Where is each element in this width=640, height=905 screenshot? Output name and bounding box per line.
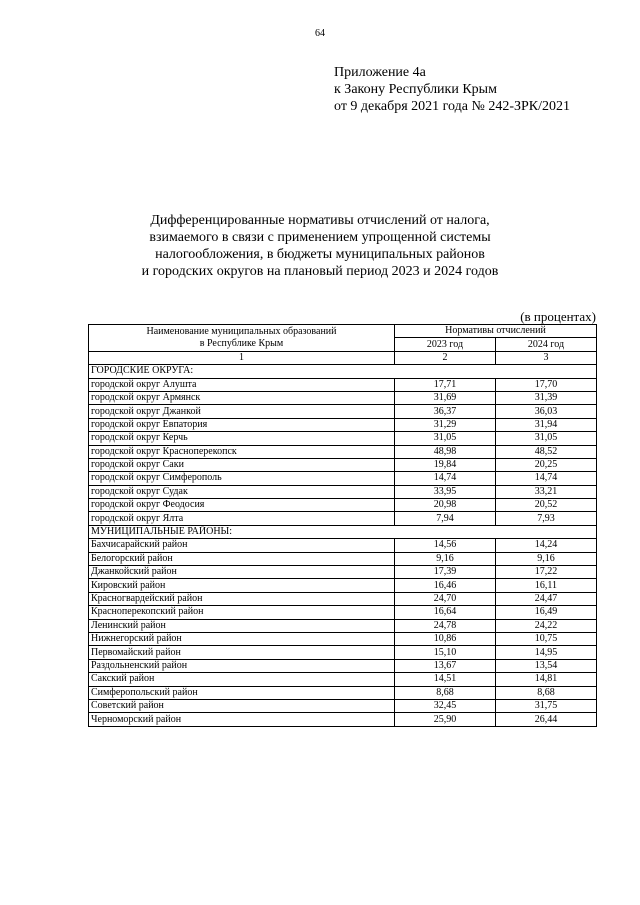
value-2024: 17,22: [496, 566, 597, 579]
column-number: 2: [395, 351, 496, 364]
table-row: [89, 659, 597, 672]
municipality-name: Красноперекопский район: [89, 606, 395, 619]
value-2024: 31,05: [496, 432, 597, 445]
table-row: [89, 713, 597, 726]
municipality-name: Черноморский район: [89, 713, 395, 726]
section-heading-districts: МУНИЦИПАЛЬНЫЕ РАЙОНЫ:: [89, 525, 597, 538]
value-2024: 8,68: [496, 686, 597, 699]
value-2024: 31,75: [496, 699, 597, 712]
value-2024: 31,39: [496, 391, 597, 404]
value-2024: 33,21: [496, 485, 597, 498]
table-row: [89, 673, 597, 686]
value-2023: 33,95: [395, 485, 496, 498]
municipality-name: Бахчисарайский район: [89, 539, 395, 552]
table-row: [89, 458, 597, 471]
value-2023: 7,94: [395, 512, 496, 525]
column-number: 3: [496, 351, 597, 364]
value-2024: 14,24: [496, 539, 597, 552]
value-2023: 31,69: [395, 391, 496, 404]
value-2024: 17,70: [496, 378, 597, 391]
municipality-name: Джанкойский район: [89, 566, 395, 579]
appendix-line: от 9 декабря 2021 года № 242-ЗРК/2021: [334, 99, 571, 114]
appendix-heading: [334, 64, 570, 115]
section-row: [89, 365, 597, 378]
value-2023: 20,98: [395, 499, 496, 512]
value-2023: 17,39: [395, 566, 496, 579]
value-2023: 16,64: [395, 606, 496, 619]
table-row: [89, 485, 597, 498]
value-2023: 9,16: [395, 552, 496, 565]
value-2024: 20,52: [496, 499, 597, 512]
value-2023: 36,37: [395, 405, 496, 418]
table-row: [89, 432, 597, 445]
municipality-name: Нижнегорский район: [89, 632, 395, 645]
table-row: [89, 405, 597, 418]
title-line: Дифференцированные нормативы отчислений от налога,: [150, 213, 490, 228]
municipality-name: городской округ Феодосия: [89, 499, 395, 512]
table-row: [89, 552, 597, 565]
value-2023: 8,68: [395, 686, 496, 699]
municipality-name: городской округ Керчь: [89, 432, 395, 445]
page-number: 64: [315, 28, 325, 39]
column-number: 1: [89, 351, 395, 364]
title-line: взимаемого в связи с применением упрощенной системы: [149, 230, 491, 245]
municipality-name: городской округ Саки: [89, 458, 395, 471]
value-2024: 24,22: [496, 619, 597, 632]
table-row: [89, 539, 597, 552]
table-row: [89, 699, 597, 712]
norms-column-header: Нормативы отчислений: [395, 325, 597, 338]
municipality-name: городской округ Судак: [89, 485, 395, 498]
document-title: [60, 212, 580, 280]
value-2023: 14,74: [395, 472, 496, 485]
norms-table: [88, 324, 597, 727]
table-row: [89, 566, 597, 579]
municipality-name: Ленинский район: [89, 619, 395, 632]
value-2024: 24,47: [496, 592, 597, 605]
municipality-name: Сакский район: [89, 673, 395, 686]
municipality-name: городской округ Красноперекопск: [89, 445, 395, 458]
value-2024: 9,16: [496, 552, 597, 565]
municipality-name: Красногвардейский район: [89, 592, 395, 605]
appendix-line: Приложение 4а: [334, 65, 426, 80]
municipality-name: городской округ Ялта: [89, 512, 395, 525]
table-row: [89, 378, 597, 391]
value-2023: 15,10: [395, 646, 496, 659]
municipality-name: городской округ Алушта: [89, 378, 395, 391]
year-2023-header: 2023 год: [395, 338, 496, 351]
table-row: [89, 619, 597, 632]
section-row: [89, 525, 597, 538]
value-2024: 16,49: [496, 606, 597, 619]
table-row: [89, 391, 597, 404]
value-2024: 20,25: [496, 458, 597, 471]
table-row: [89, 472, 597, 485]
municipality-name: городской округ Армянск: [89, 391, 395, 404]
appendix-line: к Закону Республики Крым: [334, 82, 497, 97]
unit-note: (в процентах): [520, 309, 596, 324]
table-row: [89, 606, 597, 619]
value-2024: 16,11: [496, 579, 597, 592]
value-2023: 24,70: [395, 592, 496, 605]
value-2023: 19,84: [395, 458, 496, 471]
value-2023: 48,98: [395, 445, 496, 458]
value-2024: 14,81: [496, 673, 597, 686]
value-2023: 16,46: [395, 579, 496, 592]
value-2024: 10,75: [496, 632, 597, 645]
value-2024: 14,74: [496, 472, 597, 485]
municipality-name: городской округ Евпатория: [89, 418, 395, 431]
municipality-name: Белогорский район: [89, 552, 395, 565]
value-2024: 7,93: [496, 512, 597, 525]
table-row: [89, 632, 597, 645]
value-2023: 25,90: [395, 713, 496, 726]
value-2023: 31,29: [395, 418, 496, 431]
municipality-name: Симферопольский район: [89, 686, 395, 699]
municipality-name: городской округ Джанкой: [89, 405, 395, 418]
value-2024: 14,95: [496, 646, 597, 659]
header-text: в Республике Крым: [199, 337, 284, 349]
value-2023: 32,45: [395, 699, 496, 712]
municipality-name: Советский район: [89, 699, 395, 712]
value-2024: 26,44: [496, 713, 597, 726]
value-2024: 36,03: [496, 405, 597, 418]
year-2024-header: 2024 год: [496, 338, 597, 351]
table-row: [89, 445, 597, 458]
value-2023: 13,67: [395, 659, 496, 672]
municipality-name: Раздольненский район: [89, 659, 395, 672]
header-text: Наименование муниципальных образований: [146, 325, 337, 337]
value-2024: 31,94: [496, 418, 597, 431]
table-row: [89, 646, 597, 659]
header-row: [89, 325, 597, 338]
value-2023: 24,78: [395, 619, 496, 632]
table-row: [89, 499, 597, 512]
value-2023: 14,51: [395, 673, 496, 686]
value-2023: 17,71: [395, 378, 496, 391]
value-2024: 48,52: [496, 445, 597, 458]
section-heading-cities: ГОРОДСКИЕ ОКРУГА:: [89, 365, 597, 378]
table-row: [89, 512, 597, 525]
title-line: налогообложения, в бюджеты муниципальных районов: [155, 247, 485, 262]
municipality-name: городской округ Симферополь: [89, 472, 395, 485]
value-2023: 31,05: [395, 432, 496, 445]
value-2024: 13,54: [496, 659, 597, 672]
value-2023: 14,56: [395, 539, 496, 552]
table-row: [89, 418, 597, 431]
municipality-name: Первомайский район: [89, 646, 395, 659]
municipality-name: Кировский район: [89, 579, 395, 592]
title-line: и городских округов на плановый период 2023 и 2024 годов: [141, 264, 499, 279]
value-2023: 10,86: [395, 632, 496, 645]
table-row: [89, 579, 597, 592]
column-number-row: [89, 351, 597, 364]
name-column-header: [89, 325, 395, 352]
table-row: [89, 592, 597, 605]
table-row: [89, 686, 597, 699]
